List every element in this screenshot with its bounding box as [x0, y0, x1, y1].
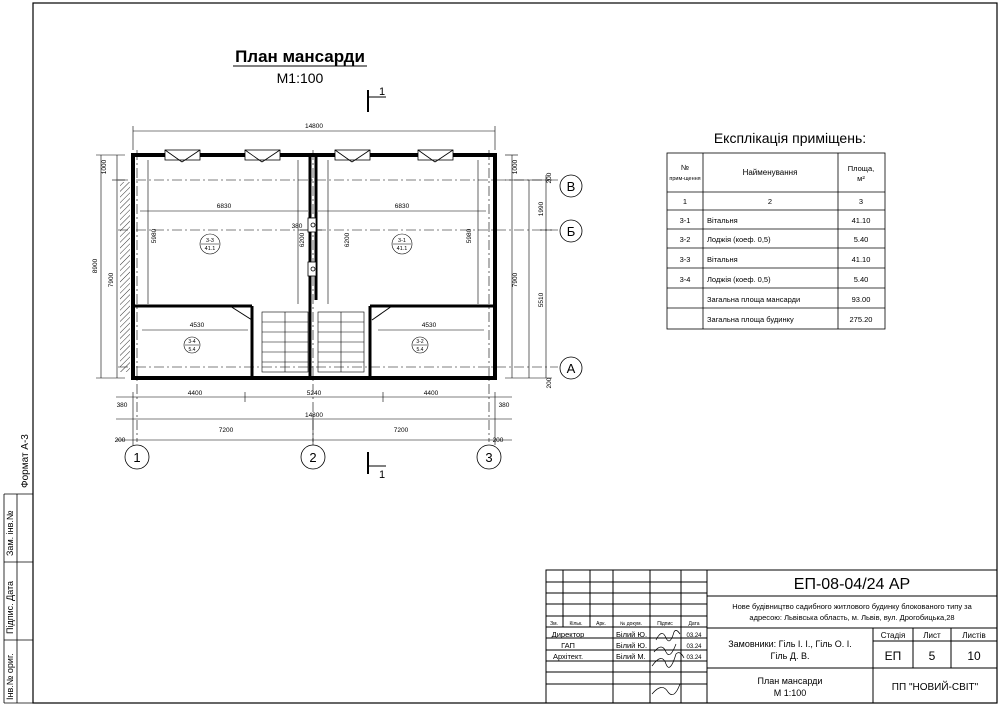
format-label: Формат А-3 [20, 434, 31, 488]
axis-bubble-2 [301, 445, 325, 469]
svg-text:3: 3 [858, 197, 864, 206]
room-label-3-3 [200, 234, 220, 254]
svg-text:Арк.: Арк. [596, 621, 606, 627]
svg-text:380: 380 [498, 402, 510, 409]
svg-text:5.4: 5.4 [416, 347, 424, 353]
stamp-cell-zam: Зам. інв.№ [5, 510, 15, 556]
svg-text:3-4: 3-4 [679, 275, 691, 284]
axis-bubble-v [560, 175, 582, 197]
dimension-lines [96, 126, 552, 445]
svg-text:10: 10 [967, 649, 981, 663]
project-description-2: адресою: Львівська область, м. Львів, вул. Дрогобицька,28 [749, 613, 955, 622]
svg-text:7200: 7200 [218, 427, 234, 434]
svg-text:1: 1 [379, 86, 386, 98]
room-label-3-4 [184, 337, 200, 353]
svg-text:4400: 4400 [187, 390, 203, 397]
signature-scribbles [652, 630, 684, 694]
svg-text:1: 1 [682, 197, 688, 206]
svg-text:200: 200 [546, 377, 553, 389]
axis-bubble-1 [125, 445, 149, 469]
svg-text:Білий М.: Білий М. [616, 652, 646, 661]
svg-text:380: 380 [291, 223, 303, 230]
svg-text:4400: 4400 [423, 390, 439, 397]
company-name: ПП "НОВИЙ-СВІТ" [891, 682, 979, 693]
side-stamp [4, 434, 33, 703]
svg-text:7900: 7900 [512, 272, 519, 288]
svg-text:3-1: 3-1 [679, 216, 691, 225]
svg-text:№: № [680, 163, 690, 172]
svg-text:7900: 7900 [108, 272, 115, 288]
svg-text:3-4: 3-4 [188, 339, 196, 345]
axis-lines [118, 150, 558, 442]
svg-text:Вітальня: Вітальня [707, 255, 738, 264]
svg-text:Загальна площа мансарди: Загальна площа мансарди [707, 295, 801, 304]
svg-text:№ докум.: № докум. [620, 621, 642, 627]
stairs-left [262, 312, 308, 372]
svg-text:5.4: 5.4 [188, 347, 196, 353]
svg-text:А: А [566, 361, 576, 376]
svg-text:Лоджія (коеф. 0,5): Лоджія (коеф. 0,5) [707, 275, 771, 284]
svg-text:3-3: 3-3 [206, 238, 214, 244]
svg-text:Кільк.: Кільк. [569, 621, 583, 627]
svg-text:м²: м² [857, 174, 865, 183]
svg-text:прим-щення: прим-щення [669, 176, 701, 182]
plan-scale: М1:100 [276, 70, 324, 86]
svg-text:Найменування: Найменування [742, 168, 798, 177]
svg-text:8900: 8900 [92, 258, 99, 274]
svg-text:Лист: Лист [923, 631, 941, 640]
svg-text:Зм.: Зм. [550, 621, 558, 627]
svg-text:1990: 1990 [538, 201, 545, 217]
svg-text:41.1: 41.1 [396, 246, 408, 252]
explication-title: Експлікація приміщень: [713, 130, 867, 146]
axis-bubble-a [560, 357, 582, 379]
svg-text:3: 3 [485, 450, 493, 465]
svg-text:1: 1 [133, 450, 141, 465]
svg-text:6830: 6830 [394, 203, 410, 210]
hatched-wall [120, 182, 130, 372]
svg-text:41.10: 41.10 [851, 255, 871, 264]
svg-text:Білий Ю.: Білий Ю. [616, 641, 648, 650]
svg-text:6200: 6200 [344, 232, 351, 248]
title-block [546, 570, 997, 703]
svg-text:3-2: 3-2 [416, 339, 424, 345]
svg-text:03.24: 03.24 [686, 633, 702, 639]
plan-title: План мансарди [235, 47, 365, 66]
project-description-1: Нове будівництво садибного житлового будинку блокованого типу за [732, 602, 972, 611]
axis-bubble-3 [477, 445, 501, 469]
svg-text:2: 2 [309, 450, 317, 465]
svg-text:14800: 14800 [304, 412, 324, 419]
svg-text:4530: 4530 [189, 322, 205, 329]
svg-text:200: 200 [546, 172, 553, 184]
svg-text:Директор: Директор [551, 630, 585, 639]
svg-text:Замовники: Гіль І. І., Гіль О.: Замовники: Гіль І. І., Гіль О. І. [728, 639, 852, 649]
svg-text:1: 1 [379, 469, 386, 481]
svg-text:Архітект.: Архітект. [552, 652, 584, 661]
stamp-cell-signature: Підпис. Дата [5, 580, 15, 634]
stamp-cell-inv: Інв.№ ориг. [5, 653, 15, 700]
svg-text:3-3: 3-3 [679, 255, 691, 264]
svg-text:1000: 1000 [101, 159, 108, 175]
stairs-right [318, 312, 364, 372]
svg-text:3-1: 3-1 [398, 238, 406, 244]
svg-text:Білий Ю.: Білий Ю. [616, 630, 648, 639]
svg-text:41.1: 41.1 [204, 246, 216, 252]
svg-text:1000: 1000 [512, 159, 519, 175]
svg-text:03.24: 03.24 [686, 655, 702, 661]
svg-text:М 1:100: М 1:100 [773, 688, 807, 698]
svg-text:03.24: 03.24 [686, 644, 702, 650]
svg-text:5.40: 5.40 [853, 235, 869, 244]
section-marker-top [368, 86, 386, 112]
svg-text:5.40: 5.40 [853, 275, 869, 284]
svg-text:Лоджія (коеф. 0,5): Лоджія (коеф. 0,5) [707, 235, 771, 244]
svg-text:14800: 14800 [304, 123, 324, 130]
svg-text:Підпис: Підпис [657, 621, 673, 627]
svg-text:2: 2 [767, 197, 773, 206]
explication-table [667, 130, 885, 329]
svg-text:93.00: 93.00 [851, 295, 871, 304]
svg-text:200: 200 [492, 437, 504, 444]
svg-text:6200: 6200 [299, 232, 306, 248]
svg-text:Дата: Дата [688, 621, 700, 627]
svg-text:200: 200 [114, 437, 126, 444]
svg-text:Стадія: Стадія [880, 631, 906, 640]
svg-text:ЕП: ЕП [884, 649, 902, 663]
svg-text:5240: 5240 [306, 390, 322, 397]
svg-text:380: 380 [116, 402, 128, 409]
svg-text:6830: 6830 [216, 203, 232, 210]
svg-text:Гіль Д. В.: Гіль Д. В. [770, 651, 810, 661]
svg-text:В: В [566, 179, 576, 194]
svg-text:7200: 7200 [393, 427, 409, 434]
svg-text:5980: 5980 [151, 228, 158, 244]
dimension-texts [92, 123, 553, 444]
svg-text:Листів: Листів [962, 631, 986, 640]
svg-text:275.20: 275.20 [849, 315, 873, 324]
svg-text:5980: 5980 [466, 228, 473, 244]
svg-text:План мансарди: План мансарди [757, 676, 823, 686]
svg-text:ГАП: ГАП [561, 641, 575, 650]
axis-bubble-b [560, 220, 582, 242]
project-code: ЕП-08-04/24 АР [793, 576, 911, 593]
svg-text:Загальна площа будинку: Загальна площа будинку [707, 315, 794, 324]
svg-text:5: 5 [928, 649, 936, 663]
svg-text:Вітальня: Вітальня [707, 216, 738, 225]
svg-text:4530: 4530 [421, 322, 437, 329]
room-label-3-2 [412, 337, 428, 353]
svg-text:3-2: 3-2 [679, 235, 691, 244]
svg-text:Площа,: Площа, [847, 164, 875, 173]
section-marker-bottom [368, 452, 386, 481]
svg-text:Б: Б [566, 224, 576, 239]
svg-text:41.10: 41.10 [851, 216, 871, 225]
room-label-3-1 [392, 234, 412, 254]
svg-text:5510: 5510 [538, 292, 545, 308]
sheet-frame [33, 3, 997, 703]
